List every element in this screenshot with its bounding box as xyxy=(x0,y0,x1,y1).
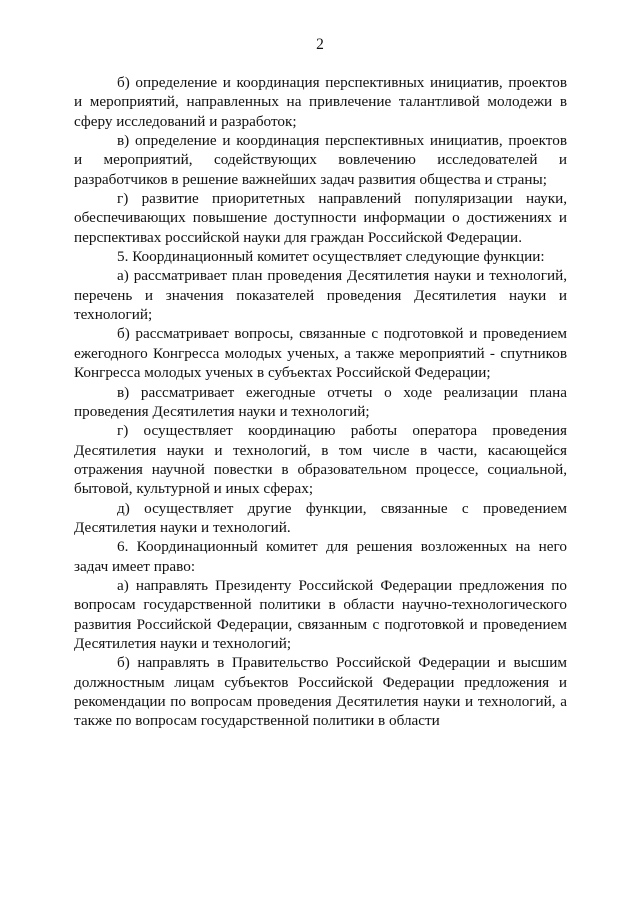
paragraph-section-5: 5. Координационный комитет осуществляет следующие функции: xyxy=(117,248,545,266)
paragraph-5b: б) рассматривает вопросы, связанные с подготовкой и проведением ежегодного Конгресса молодых ученых, а также мероприятий - спутников Конгресса молодых ученых в субъектах Российской Федерации; xyxy=(74,325,567,382)
paragraph-section-6: 6. Координационный комитет для решения возложенных на него задач имеет право: xyxy=(74,538,567,575)
paragraph-6a: а) направлять Президенту Российской Федерации предложения по вопросам государственной политики в области научно-технологического развития Российской Федерации, связанным с подготовкой и проведением Десятилетия науки и технологий; xyxy=(74,576,567,652)
paragraph-5v: в) рассматривает ежегодные отчеты о ходе реализации плана проведения Десятилетия науки и технологий; xyxy=(74,383,567,420)
paragraph-1g: г) развитие приоритетных направлений популяризации науки, обеспечивающих повышение доступности информации о достижениях и перспективах российской науки для граждан Российской Федерации. xyxy=(74,190,567,246)
page-number: 2 xyxy=(316,36,324,53)
paragraph-5d: д) осуществляет другие функции, связанные с проведением Десятилетия науки и технологий. xyxy=(74,499,567,536)
paragraph-1v: в) определение и координация перспективных инициатив, проектов и мероприятий, содействующих вовлечению исследователей и разработчиков в решение важнейших задач развития общества и страны; xyxy=(74,132,567,188)
paragraph-1b: б) определение и координация перспективных инициатив, проектов и мероприятий, направленных на привлечение талантливой молодежи в сферу исследований и разработок; xyxy=(74,74,567,130)
paragraph-5a: а) рассматривает план проведения Десятилетия науки и технологий, перечень и значения показателей проведения Десятилетия науки и технологий; xyxy=(74,267,567,324)
paragraph-6b: б) направлять в Правительство Российской Федерации и высшим должностным лицам субъектов Российской Федерации предложения и рекомендации по вопросам проведения Десятилетия науки и технологий, а также по вопросам государственной политики в области xyxy=(74,654,567,730)
document-body xyxy=(74,73,567,731)
paragraph-5g: г) осуществляет координацию работы оператора проведения Десятилетия науки и технологий, в том числе в части, касающейся отражения научной повестки в образовательном процессе, социальной, бытовой, культурной и иных сферах; xyxy=(74,422,567,498)
